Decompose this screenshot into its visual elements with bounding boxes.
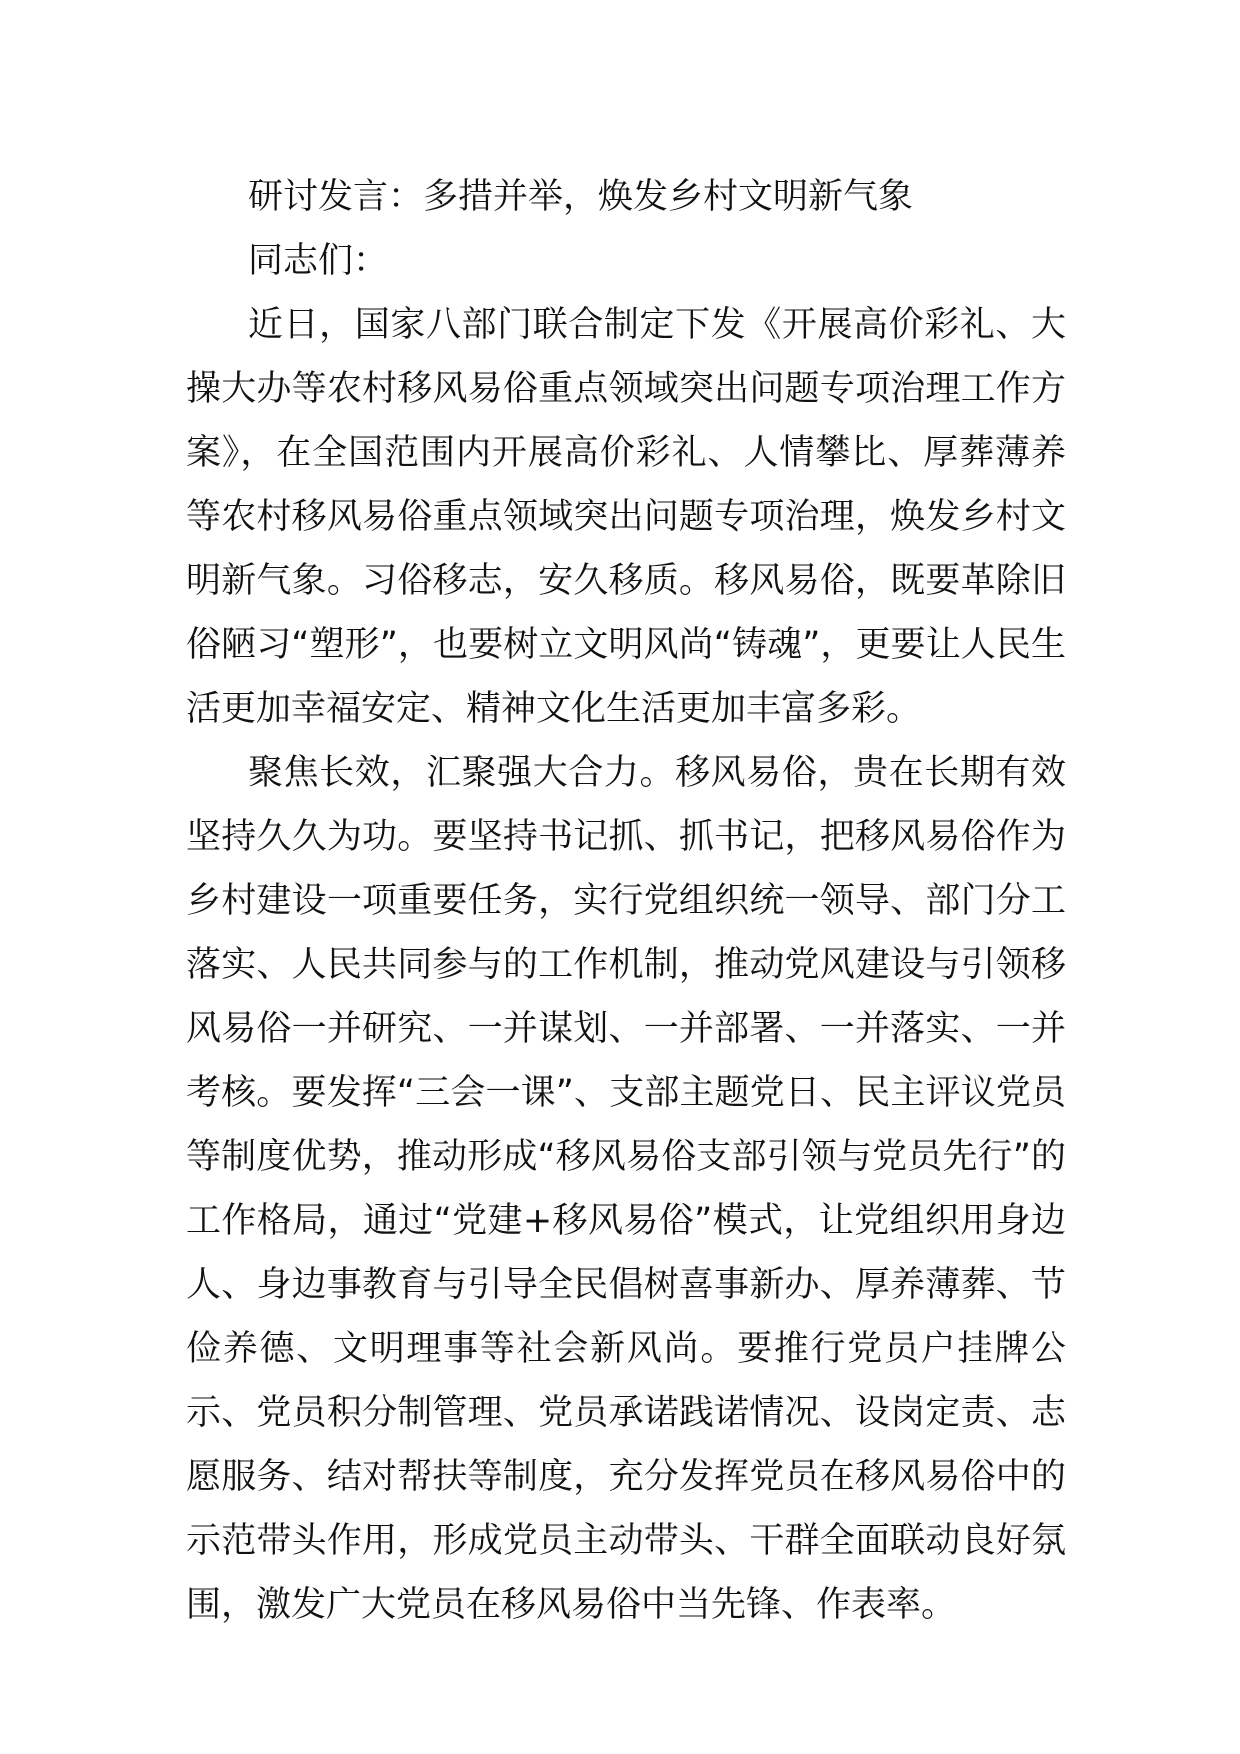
document-paragraph: 近日，国家八部门联合制定下发《开展高价彩礼、大操大办等农村移风易俗重点领域突出问题专项治理工作方案》，在全国范围内开展高价彩礼、人情攀比、厚葬薄养等农村移风易俗重点领域突出问题专项治理，焕发乡村文明新气象。习俗移志，安久移质。移风易俗，既要革除旧俗陋习“塑形”，也要树立文明风尚“铸魂”，更要让人民生活更加幸福安定、精神文化生活更加丰富多彩。 xyxy=(186,305,1066,729)
document-title: 研讨发言：多措并举，焕发乡村文明新气象 xyxy=(248,177,914,217)
document-salutation: 同志们： xyxy=(248,241,389,281)
document-body xyxy=(186,165,1066,1637)
document-paragraph: 聚焦长效，汇聚强大合力。移风易俗，贵在长期有效坚持久久为功。要坚持书记抓、抓书记，把移风易俗作为乡村建设一项重要任务，实行党组织统一领导、部门分工落实、人民共同参与的工作机制，推动党风建设与引领移风易俗一并研究、一并谋划、一并部署、一并落实、一并考核。要发挥“三会一课”、支部主题党日、民主评议党员等制度优势，推动形成“移风易俗支部引领与党员先行”的工作格局，通过“党建+移风易俗”模式，让党组织用身边人、身边事教育与引导全民倡树喜事新办、厚养薄葬、节俭养德、文明理事等社会新风尚。要推行党员户挂牌公示、党员积分制管理、党员承诺践诺情况、设岗定责、志愿服务、结对帮扶等制度，充分发挥党员在移风易俗中的示范带头作用，形成党员主动带头、干群全面联动良好氛围，激发广大党员在移风易俗中当先锋、作表率。 xyxy=(186,753,1066,1625)
